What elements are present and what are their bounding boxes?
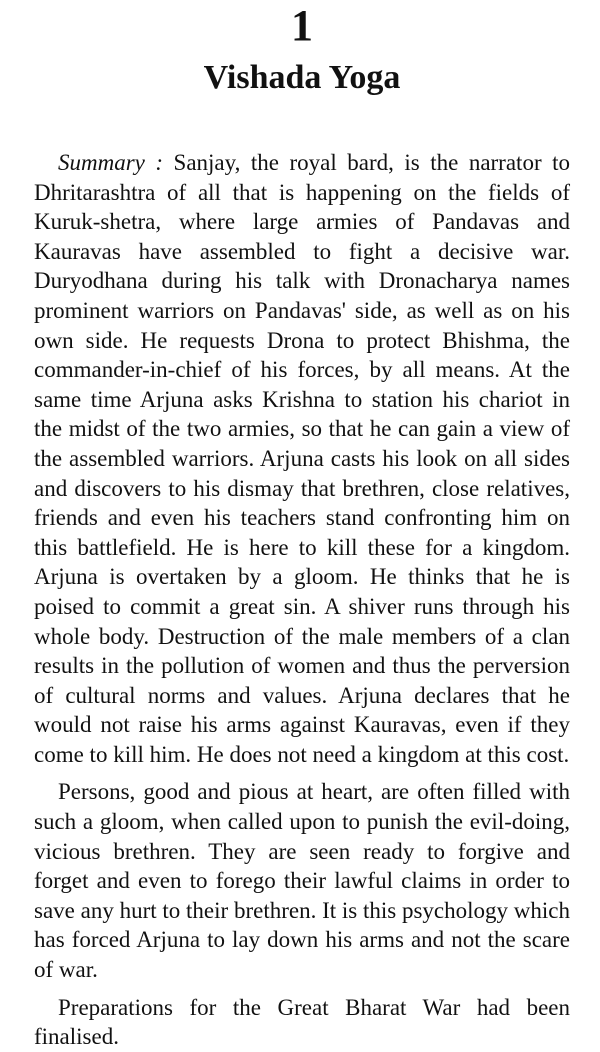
body-paragraph: Preparations for the Great Bharat War had been finalised. <box>34 994 570 1050</box>
body-paragraph: Persons, good and pious at heart, are often filled with such a gloom, when called upon to punish the evil-doing, vicious brethren. They are seen ready to forgive and forget and even to forego their lawful claims in order to save any hurt to their brethren. It is this psychology which has forced Arjuna to lay down his arms and not the scare of war. <box>34 779 570 983</box>
book-page <box>0 1 600 1050</box>
summary-label: Summary : <box>58 150 164 175</box>
chapter-body <box>34 148 570 1052</box>
chapter-title: Vishada Yoga <box>203 59 401 96</box>
chapter-number: 1 <box>291 1 313 50</box>
summary-text: Sanjay, the royal bard, is the narrator to Dhritarashtra of all that is happening on the fields of Kuruk-shetra, where large armies of Pandavas and Kauravas have assembled to fight a decisive war. Duryodhana during his talk with Dronacharya names prominent warriors on Pandavas' side, as well as on his own side. He requests Drona to protect Bhishma, the commander-in-chief of his forces, by all means. At the same time Arjuna asks Krishna to station his chariot in the midst of the two armies, so that he can gain a view of the assembled warriors. Arjuna casts his look on all sides and discovers to his dismay that brethren, close relatives, friends and even his teachers stand confronting him on this battlefield. He is here to kill these for a kingdom. Arjuna is overtaken by a gloom. He thinks that he is poised to commit a great sin. A shiver runs through his whole body. Destruction of the male members of a clan results in the pollution of women and thus the perversion of cultural norms and values. Arjuna declares that he would not raise his arms against Kauravas, even if they come to kill him. He does not need a kingdom at this cost. <box>34 150 570 767</box>
summary-paragraph <box>34 148 570 769</box>
